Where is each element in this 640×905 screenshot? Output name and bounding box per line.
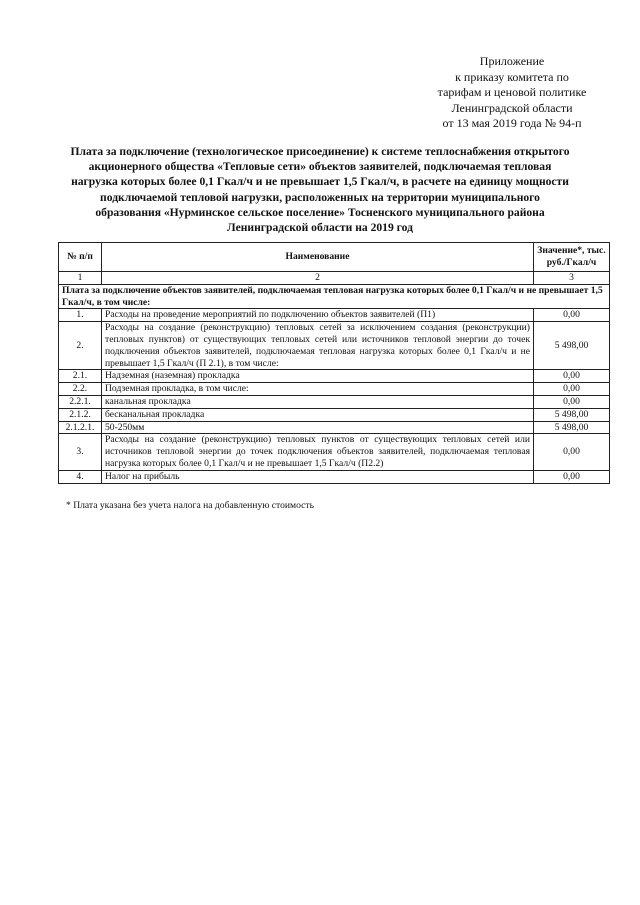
row-value: 0,00 [534,395,610,408]
table-row [59,408,610,421]
row-num: 2.1.2.1. [59,421,102,434]
row-num: 2.2. [59,383,102,396]
appendix-line: тарифам и ценовой политике [437,85,587,99]
table-row [59,421,610,434]
appendix-line: от 13 мая 2019 года № 94-п [442,116,582,130]
row-name: Подземная прокладка, в том числе: [102,383,534,396]
row-value: 0,00 [534,309,610,322]
row-value: 5 498,00 [534,408,610,421]
title-line: нагрузка которых более 0,1 Гкал/ч и не превышает 1,5 Гкал/ч, в расчете на единицу мощности [71,175,569,189]
header-name: Наименование [102,243,534,272]
appendix-line: к приказу комитета по [455,69,569,84]
row-name: Надземная (наземная) прокладка [102,370,534,383]
row-value: 0,00 [534,434,610,470]
title-line: подключаемой тепловой нагрузки, расположенных на территории муниципального [100,190,540,204]
column-index-row [59,272,610,285]
row-value: 5 498,00 [534,322,610,370]
header-num: № п/п [59,243,102,272]
row-name: Налог на прибыль [102,470,534,483]
header-value: Значение*, тыс. руб./Гкал/ч [534,243,610,272]
row-num: 2. [59,322,102,370]
row-value: 0,00 [534,470,610,483]
row-num: 2.1. [59,370,102,383]
row-num: 2.1.2. [59,408,102,421]
row-name: Расходы на создание (реконструкцию) тепловых сетей за исключением создания (реконструкции) тепловых пунктов) от существующих тепловых сетей или источников тепловой энергии до точек подключения объектов заявителей, подключаемая тепловая нагрузка которых более 0,1 Гкал/ч и не превышает 1,5 Гкал/ч (П 2.1), в том числе: [102,322,534,370]
table-header-row [59,243,610,272]
table-row [59,322,610,370]
row-name: бесканальная прокладка [102,408,534,421]
row-num: 2.2.1. [59,395,102,408]
table-row [59,470,610,483]
column-index: 3 [534,272,610,285]
row-num: 1. [59,309,102,322]
title-line: образования «Нурминское сельское поселение» Тосненского муниципального района [95,205,545,219]
row-value: 0,00 [534,383,610,396]
title-line: акционерного общества «Тепловые сети» объектов заявителей, подключаемая тепловая [88,160,552,174]
document-title [40,144,600,235]
table-row [59,383,610,396]
section-label: Плата за подключение объектов заявителей, подключаемая тепловая нагрузка которых более 0,1 Гкал/ч и не превышает 1,5 Гкал/ч, в том числе: [59,284,610,309]
title-line: Плата за подключение (технологическое присоединение) к системе теплоснабжения открытого [70,145,570,158]
column-index: 1 [59,272,102,285]
table-row [59,370,610,383]
row-value: 0,00 [534,370,610,383]
table-row [59,395,610,408]
row-name: Расходы на проведение мероприятий по подключению объектов заявителей (П1) [102,309,534,322]
column-index: 2 [102,272,534,285]
table-row [59,309,610,322]
row-name: Расходы на создание (реконструкцию) тепловых пунктов от существующих тепловых сетей или источников тепловой энергии до точек подключения объектов заявителей, подключаемая тепловая нагрузка которых более 0,1 Гкал/ч и не превышает 1,5 Гкал/ч (П2.2) [102,434,534,470]
row-name: 50-250мм [102,421,534,434]
row-value: 5 498,00 [534,421,610,434]
appendix-line: Ленинградской области [451,100,573,115]
row-num: 3. [59,434,102,470]
appendix-line: Приложение [479,54,545,68]
footnote: * Плата указана без учета налога на добавленную стоимость [66,500,314,511]
title-line: Ленинградской области на 2019 год [227,221,413,235]
row-num: 4. [59,470,102,483]
section-row [59,284,610,309]
table-row [59,434,610,470]
row-name: канальная прокладка [102,395,534,408]
appendix-header [412,54,612,132]
tariff-table [58,242,610,484]
